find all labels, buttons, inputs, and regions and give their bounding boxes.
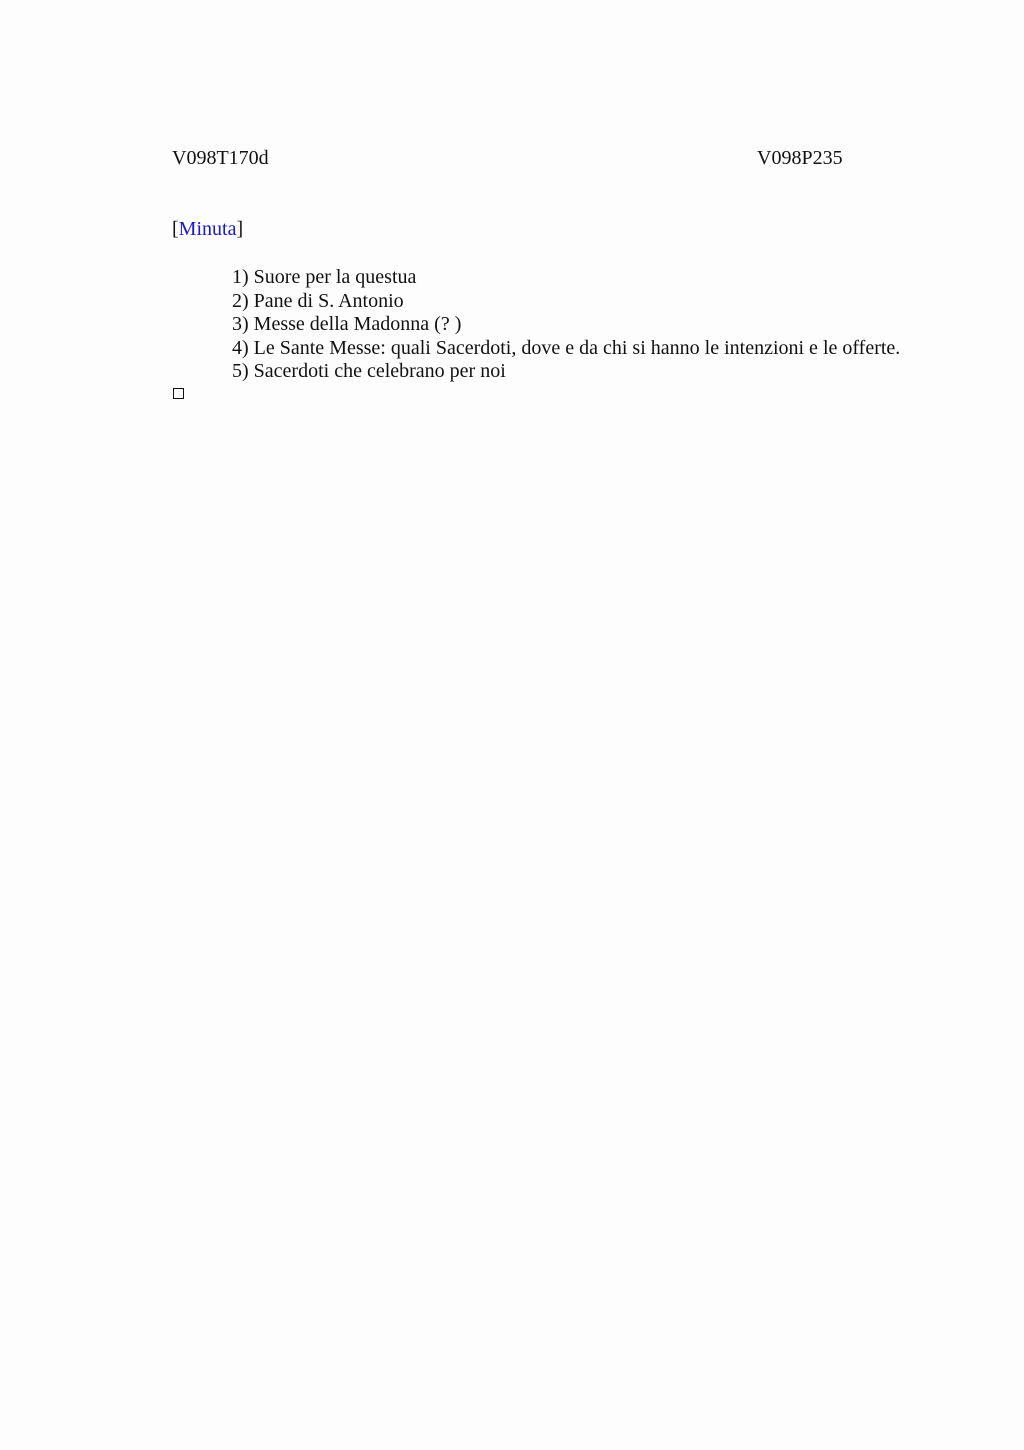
agenda-item: 3) Messe della Madonna (? )	[232, 313, 462, 336]
open-bracket: [	[172, 218, 179, 240]
empty-square-icon	[173, 388, 184, 399]
document-code: V098T170d	[172, 147, 269, 169]
agenda-list	[232, 265, 900, 383]
minuta-link[interactable]: Minuta	[178, 218, 237, 240]
agenda-item: 5) Sacerdoti che celebrano per noi	[232, 360, 506, 383]
agenda-item: 1) Suore per la questua	[232, 266, 417, 288]
agenda-item: 2) Pane di S. Antonio	[232, 289, 404, 312]
document-type-label	[172, 217, 243, 241]
agenda-item: 4) Le Sante Messe: quali Sacerdoti, dove e da chi si hanno le intenzioni e le offerte.	[232, 336, 901, 359]
page-code: V098P235	[757, 147, 843, 169]
close-bracket: ]	[236, 218, 244, 240]
